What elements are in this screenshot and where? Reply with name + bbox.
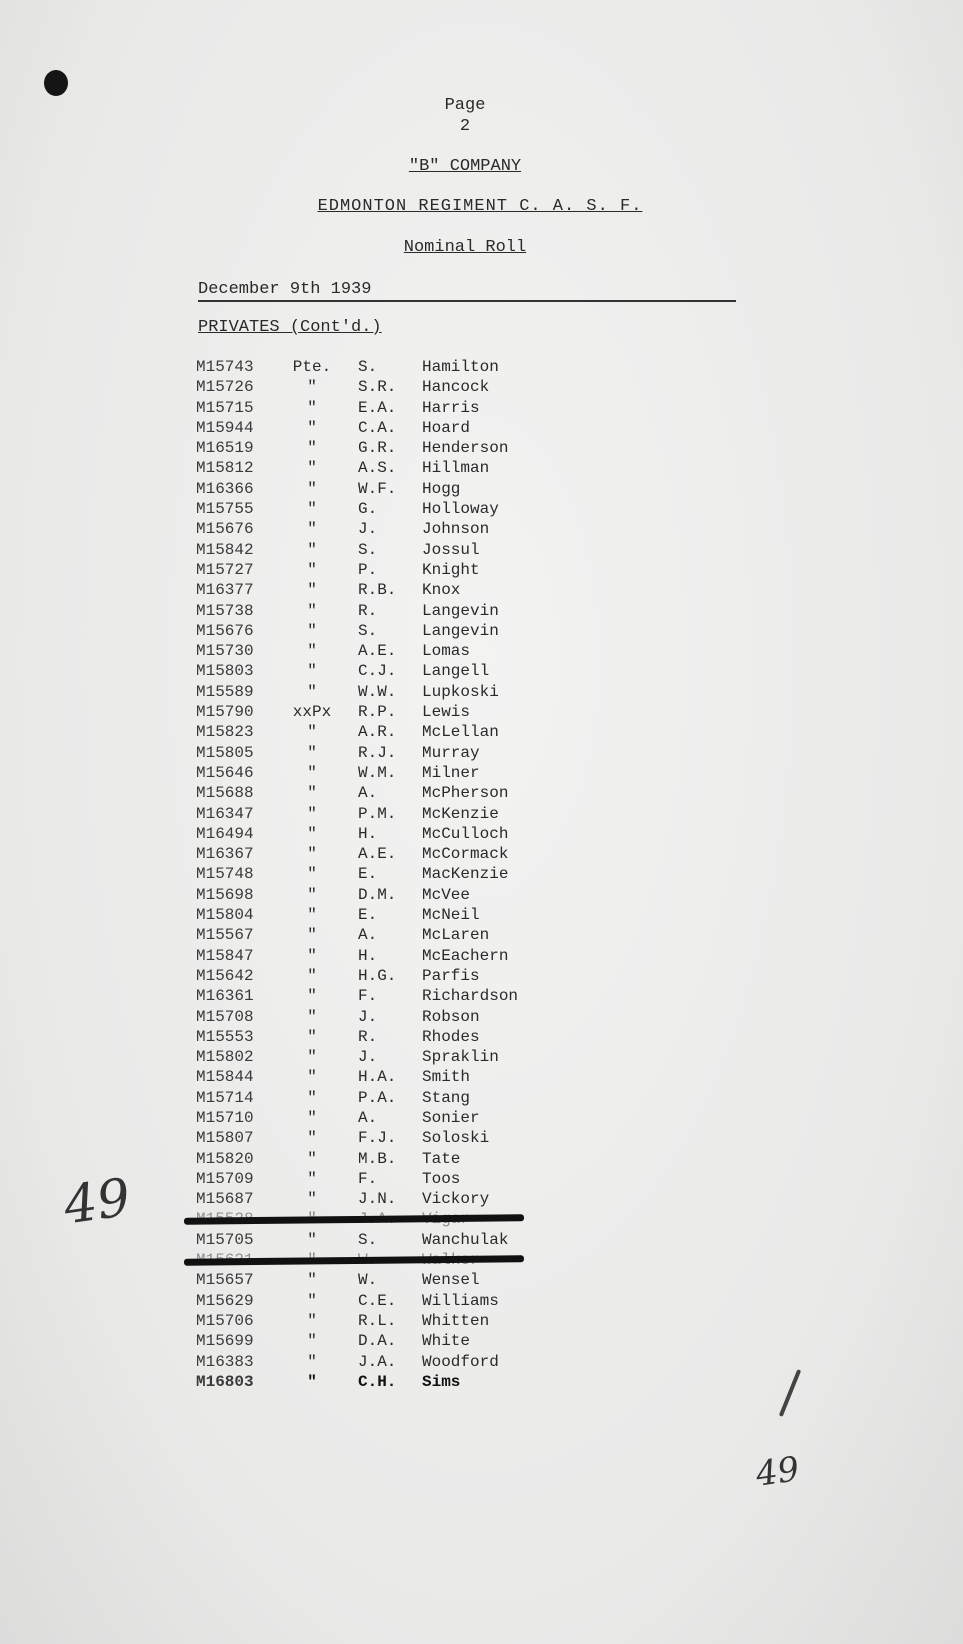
list-item [196, 804, 616, 824]
surname: Sims [422, 1372, 461, 1391]
rank: " [307, 520, 317, 539]
surname: Knox [422, 581, 461, 600]
rank: " [307, 824, 317, 843]
surname: Soloski [422, 1129, 490, 1148]
service-number: M15803 [196, 662, 254, 681]
rank: " [307, 439, 317, 458]
service-number: M15715 [196, 398, 254, 417]
surname: McKenzie [422, 804, 499, 823]
surname: Hamilton [422, 358, 499, 376]
rank: " [307, 763, 317, 782]
service-number: M15812 [196, 459, 254, 478]
list-item [196, 925, 616, 945]
rank: " [307, 906, 317, 925]
rank: " [307, 1190, 317, 1209]
service-number: M15629 [196, 1291, 254, 1310]
surname: Lomas [422, 642, 471, 661]
rank: " [307, 1129, 317, 1148]
surname: Holloway [422, 500, 499, 519]
initials: P.A. [358, 1088, 397, 1107]
surname: Whitten [422, 1311, 490, 1330]
list-item [196, 1027, 616, 1047]
surname: Hoard [422, 418, 471, 437]
initials: S. [358, 621, 378, 640]
service-number: M15676 [196, 621, 254, 640]
service-number: M16383 [196, 1352, 254, 1371]
margin-count-left: 49 [60, 1167, 135, 1237]
rank: " [307, 987, 317, 1006]
surname: Lupkoski [422, 682, 499, 701]
surname: Lewis [422, 703, 471, 722]
list-item [196, 966, 616, 986]
service-number: M15726 [196, 378, 254, 397]
rank: xxPx [292, 703, 332, 722]
surname: Vickory [422, 1190, 490, 1209]
list-item [196, 1311, 616, 1331]
list-item [196, 824, 616, 844]
nominal-roll-list [196, 357, 616, 1392]
rank: " [307, 885, 317, 904]
list-item [196, 986, 616, 1006]
rank: Pte. [292, 358, 332, 376]
initials: J. [358, 520, 378, 539]
initials: S. [358, 1230, 378, 1249]
rank: " [307, 560, 317, 579]
initials: E. [358, 865, 378, 884]
list-item [196, 641, 616, 661]
list-item [196, 377, 616, 397]
list-item [196, 1007, 616, 1027]
rank: " [307, 1048, 317, 1067]
list-item [196, 357, 616, 377]
rank: " [307, 926, 317, 945]
surname: Woodford [422, 1352, 499, 1371]
list-item [196, 499, 616, 519]
rank: " [307, 1108, 317, 1127]
rank: " [307, 1007, 317, 1026]
service-number: M15642 [196, 966, 254, 985]
rank: " [307, 378, 317, 397]
rank: " [307, 1027, 317, 1046]
surname: McCulloch [422, 824, 509, 843]
rank: " [307, 723, 317, 742]
initials: A.E. [358, 845, 397, 864]
initials: H. [358, 946, 378, 965]
rank: " [307, 804, 317, 823]
surname: Knight [422, 560, 480, 579]
initials: R.J. [358, 743, 397, 762]
service-number: M15567 [196, 926, 254, 945]
service-number: M15743 [196, 358, 254, 376]
list-item [196, 1088, 616, 1108]
list-item [196, 1270, 616, 1290]
rank: " [307, 601, 317, 620]
initials: R. [358, 601, 378, 620]
rank: " [307, 621, 317, 640]
service-number: M16366 [196, 479, 254, 498]
initials: C.E. [358, 1291, 397, 1310]
service-number: M15807 [196, 1129, 254, 1148]
rank: " [307, 966, 317, 985]
service-number: M15804 [196, 906, 254, 925]
rank: " [307, 1352, 317, 1371]
list-item [196, 458, 616, 478]
list-item [196, 1108, 616, 1128]
initials: W.M. [358, 763, 397, 782]
list-item [196, 580, 616, 600]
surname: Langevin [422, 621, 499, 640]
surname: Milner [422, 763, 480, 782]
company-title: "B" COMPANY [408, 157, 522, 176]
initials: G.R. [358, 439, 397, 458]
service-number: M15676 [196, 520, 254, 539]
list-item [196, 1352, 616, 1372]
initials: F. [358, 987, 378, 1006]
list-item [196, 1209, 616, 1229]
service-number: M15657 [196, 1271, 254, 1290]
service-number: M15802 [196, 1048, 254, 1067]
service-number: M15687 [196, 1190, 254, 1209]
service-number: M16494 [196, 824, 254, 843]
section-heading: PRIVATES (Cont'd.) [198, 318, 382, 337]
initials: J.N. [358, 1190, 397, 1209]
initials: P.M. [358, 804, 397, 823]
service-number: M15553 [196, 1027, 254, 1046]
initials: F.J. [358, 1129, 397, 1148]
initials: W.F. [358, 479, 397, 498]
initials: W.W. [358, 682, 397, 701]
list-item [196, 519, 616, 539]
surname: White [422, 1332, 471, 1351]
service-number: M15708 [196, 1007, 254, 1026]
rank: " [307, 500, 317, 519]
rank: " [307, 1068, 317, 1087]
margin-count-right: 49 [753, 1449, 802, 1495]
service-number: M16361 [196, 987, 254, 1006]
page-number: 2 [459, 117, 471, 136]
surname: Langevin [422, 601, 499, 620]
surname: MacKenzie [422, 865, 509, 884]
service-number: M15699 [196, 1332, 254, 1351]
initials: A. [358, 1108, 378, 1127]
surname: McNeil [422, 906, 480, 925]
service-number: M15709 [196, 1169, 254, 1188]
surname: Hancock [422, 378, 490, 397]
surname: Richardson [422, 987, 519, 1006]
service-number: M15847 [196, 946, 254, 965]
list-item [196, 722, 616, 742]
initials: R.P. [358, 703, 397, 722]
list-item [196, 1047, 616, 1067]
rank: " [307, 662, 317, 681]
list-item [196, 540, 616, 560]
initials: C.H. [358, 1372, 397, 1391]
initials: P. [358, 560, 378, 579]
rank: " [307, 1088, 317, 1107]
rank: " [307, 1372, 317, 1391]
initials: F. [358, 1169, 378, 1188]
surname: Hillman [422, 459, 490, 478]
surname: Rhodes [422, 1027, 480, 1046]
service-number: M15727 [196, 560, 254, 579]
initials: M.B. [358, 1149, 397, 1168]
initials: D.A. [358, 1332, 397, 1351]
list-item [196, 763, 616, 783]
list-item [196, 946, 616, 966]
initials: W. [358, 1271, 378, 1290]
service-number: M16377 [196, 581, 254, 600]
surname: McPherson [422, 784, 509, 803]
surname: McEachern [422, 946, 509, 965]
list-item [196, 1250, 616, 1270]
initials: S.R. [358, 378, 397, 397]
list-item [196, 1067, 616, 1087]
surname: Johnson [422, 520, 490, 539]
service-number: M15705 [196, 1230, 254, 1249]
list-item [196, 661, 616, 681]
regiment-title: EDMONTON REGIMENT C. A. S. F. [317, 197, 643, 216]
rank: " [307, 1311, 317, 1330]
initials: R.L. [358, 1311, 397, 1330]
punch-hole [44, 70, 68, 96]
list-item [196, 844, 616, 864]
roll-title: Nominal Roll [403, 238, 527, 257]
surname: McCormack [422, 845, 509, 864]
initials: H.A. [358, 1068, 397, 1087]
rank: " [307, 1169, 317, 1188]
surname: Sonier [422, 1108, 480, 1127]
service-number: M16367 [196, 845, 254, 864]
initials: A. [358, 926, 378, 945]
service-number: M15748 [196, 865, 254, 884]
surname: Wanchulak [422, 1230, 509, 1249]
rank: " [307, 784, 317, 803]
initials: H.G. [358, 966, 397, 985]
initials: A.E. [358, 642, 397, 661]
list-item [196, 885, 616, 905]
service-number: M15944 [196, 418, 254, 437]
initials: A. [358, 784, 378, 803]
rank: " [307, 743, 317, 762]
initials: A.R. [358, 723, 397, 742]
service-number: M15842 [196, 540, 254, 559]
service-number: M15730 [196, 642, 254, 661]
service-number: M15805 [196, 743, 254, 762]
service-number: M15646 [196, 763, 254, 782]
list-item [196, 418, 616, 438]
surname: Henderson [422, 439, 509, 458]
initials: R. [358, 1027, 378, 1046]
rank: " [307, 1230, 317, 1249]
rank: " [307, 1291, 317, 1310]
initials: R.B. [358, 581, 397, 600]
surname: Stang [422, 1088, 471, 1107]
list-item [196, 560, 616, 580]
list-item [196, 398, 616, 418]
service-number: M16347 [196, 804, 254, 823]
surname: Harris [422, 398, 480, 417]
initials: E.A. [358, 398, 397, 417]
list-item [196, 1128, 616, 1148]
rank: " [307, 1332, 317, 1351]
initials: H. [358, 824, 378, 843]
list-item [196, 1291, 616, 1311]
surname: Hogg [422, 479, 461, 498]
list-item [196, 1331, 616, 1351]
surname: McVee [422, 885, 471, 904]
service-number: M15714 [196, 1088, 254, 1107]
initials: D.M. [358, 885, 397, 904]
surname: Williams [422, 1291, 499, 1310]
service-number: M15755 [196, 500, 254, 519]
service-number: M16519 [196, 439, 254, 458]
surname: Smith [422, 1068, 471, 1087]
surname: Parfis [422, 966, 480, 985]
service-number: M15589 [196, 682, 254, 701]
service-number: M16803 [196, 1372, 254, 1391]
list-item [196, 1189, 616, 1209]
rank: " [307, 1149, 317, 1168]
initials: J.A. [358, 1352, 397, 1371]
rank: " [307, 642, 317, 661]
rank: " [307, 845, 317, 864]
list-item [196, 479, 616, 499]
rank: " [307, 682, 317, 701]
page-label: Page [444, 96, 486, 115]
service-number: M15790 [196, 703, 254, 722]
strikethrough-line [184, 1215, 524, 1226]
service-number: M15706 [196, 1311, 254, 1330]
list-item [196, 1169, 616, 1189]
rank: " [307, 865, 317, 884]
initials: J. [358, 1007, 378, 1026]
surname: McLaren [422, 926, 490, 945]
check-mark [779, 1369, 801, 1417]
service-number: M15738 [196, 601, 254, 620]
surname: Wensel [422, 1271, 480, 1290]
initials: G. [358, 500, 378, 519]
surname: McLellan [422, 723, 499, 742]
surname: Langell [422, 662, 490, 681]
list-item [196, 783, 616, 803]
rank: " [307, 479, 317, 498]
rank: " [307, 459, 317, 478]
service-number: M15844 [196, 1068, 254, 1087]
list-item [196, 702, 616, 722]
initials: S. [358, 540, 378, 559]
list-item [196, 438, 616, 458]
rank: " [307, 1271, 317, 1290]
surname: Toos [422, 1169, 461, 1188]
rank: " [307, 581, 317, 600]
rank: " [307, 398, 317, 417]
list-item [196, 1230, 616, 1250]
surname: Murray [422, 743, 480, 762]
service-number: M15688 [196, 784, 254, 803]
surname: Tate [422, 1149, 461, 1168]
surname: Spraklin [422, 1048, 499, 1067]
list-item [196, 864, 616, 884]
initials: C.A. [358, 418, 397, 437]
service-number: M15698 [196, 885, 254, 904]
list-item [196, 621, 616, 641]
rank: " [307, 418, 317, 437]
list-item [196, 601, 616, 621]
surname: Robson [422, 1007, 480, 1026]
initials: S. [358, 358, 378, 376]
list-item [196, 1149, 616, 1169]
list-item [196, 1372, 616, 1392]
service-number: M15820 [196, 1149, 254, 1168]
service-number: M15823 [196, 723, 254, 742]
list-item [196, 905, 616, 925]
rank: " [307, 540, 317, 559]
list-item [196, 682, 616, 702]
list-item [196, 743, 616, 763]
initials: C.J. [358, 662, 397, 681]
service-number: M15710 [196, 1108, 254, 1127]
roll-date: December 9th 1939 [198, 280, 736, 302]
initials: J. [358, 1048, 378, 1067]
initials: E. [358, 906, 378, 925]
rank: " [307, 946, 317, 965]
initials: A.S. [358, 459, 397, 478]
surname: Jossul [422, 540, 480, 559]
